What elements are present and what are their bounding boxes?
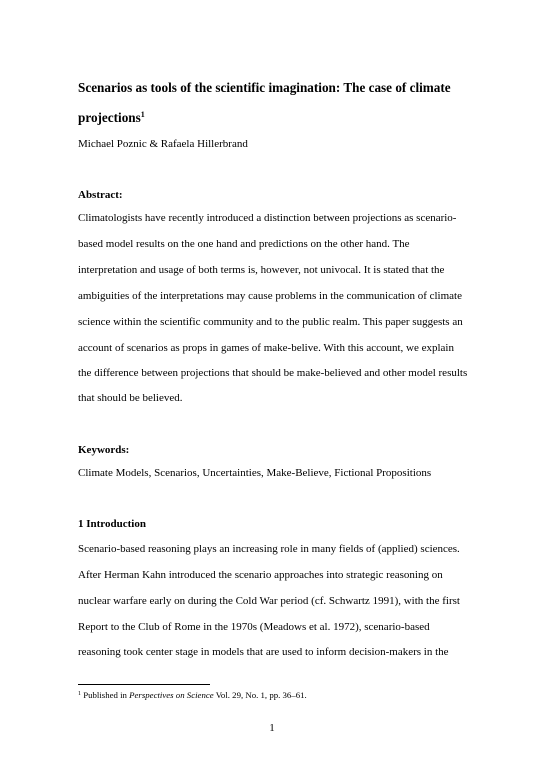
footnote-journal: Perspectives on Science [129,690,214,700]
abstract-line: science within the scientific community and to the public realm. This paper suggests an [78,316,463,328]
paper-title-line-2-text: projections [78,110,141,125]
page-number: 1 [269,722,275,734]
abstract-line: Climatologists have recently introduced a distinction between projections as scenario- [78,212,457,224]
keywords-heading: Keywords: [78,444,130,456]
abstract-heading: Abstract: [78,189,123,201]
introduction-line: reasoning took center stage in models that are used to inform decision-makers in the [78,646,449,658]
abstract-line: that should be believed. [78,392,183,404]
abstract-line: ambiguities of the interpretations may cause problems in the communication of climate [78,290,462,302]
footnote-suffix: Vol. 29, No. 1, pp. 36–61. [213,690,307,700]
introduction-line: Scenario-based reasoning plays an increasing role in many fields of (applied) sciences. [78,543,460,555]
paper-title-line-2 [78,110,478,126]
footnote-prefix: Published in [81,690,130,700]
authors: Michael Poznic & Rafaela Hillerbrand [78,138,248,150]
abstract-line: based model results on the one hand and predictions on the other hand. The [78,238,410,250]
footnote [78,690,307,701]
footnote-separator [78,684,210,685]
keywords-list: Climate Models, Scenarios, Uncertainties, Make-Believe, Fictional Propositions [78,467,432,479]
abstract-line: interpretation and usage of both terms is, however, not univocal. It is stated that the [78,264,445,276]
paper-title-line-1: Scenarios as tools of the scientific imagination: The case of climate [78,80,451,95]
abstract-line: account of scenarios as props in games of make-belive. With this account, we explain [78,342,454,354]
abstract-line: the difference between projections that should be make-believed and other model results [78,367,468,379]
title-footnote-marker[interactable]: 1 [140,110,145,119]
introduction-line: nuclear warfare early on during the Cold War period (cf. Schwartz 1991), with the first [78,595,460,607]
footnote-marker: 1 [78,691,81,697]
introduction-line: After Herman Kahn introduced the scenario approaches into strategic reasoning on [78,569,443,581]
introduction-line: Report to the Club of Rome in the 1970s (Meadows et al. 1972), scenario-based [78,621,430,633]
section-heading-introduction: 1 Introduction [78,518,146,530]
